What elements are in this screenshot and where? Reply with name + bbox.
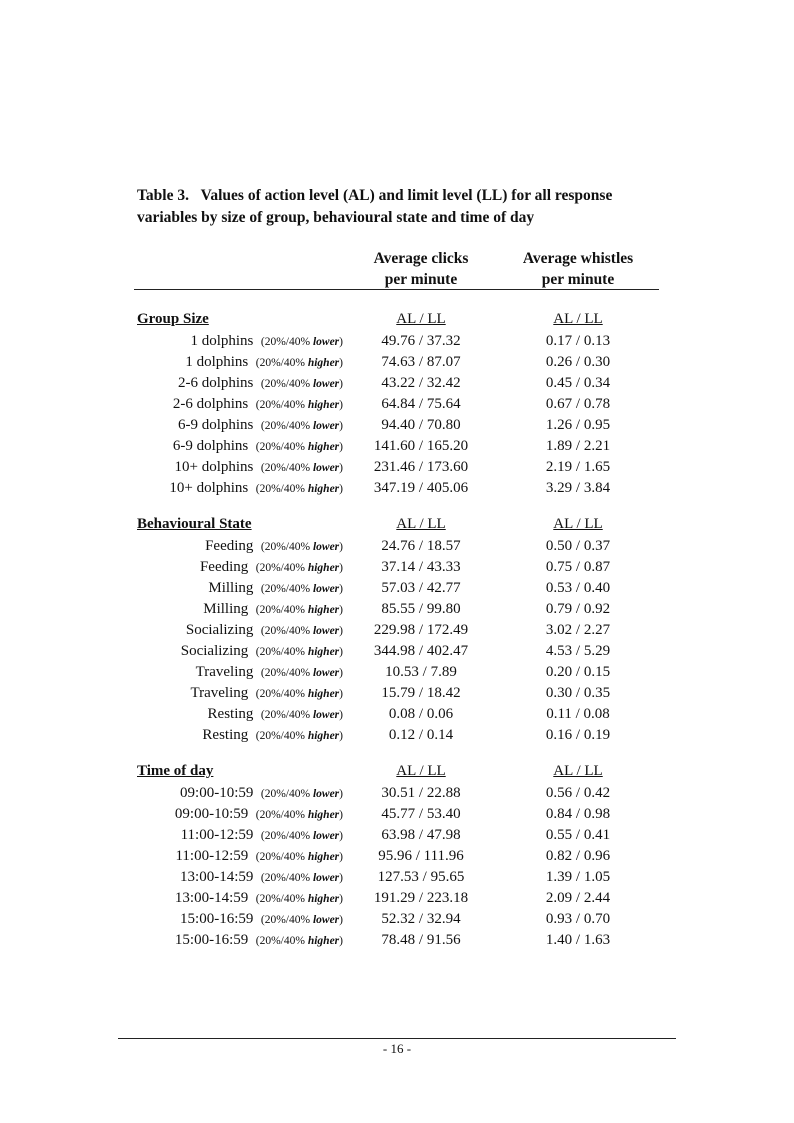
row-label-qualifier [256,646,343,658]
table-row [0,459,794,479]
clicks-value: 63.98 / 47.98 [381,827,461,843]
table-title: Values of action level (AL) and limit level (LL) for all response variables by size of group, behavioural state and time of day [137,187,613,226]
row-label-text: 11:00-12:59 [175,848,249,864]
row-label-qualifier [256,688,343,700]
qualifier-close: ) [339,562,343,574]
row-label-qualifier [261,462,343,474]
table-row [0,664,794,684]
whistles-value: 0.16 / 0.19 [545,727,611,743]
qualifier-text: (20%/40% [255,646,308,658]
qualifier-direction: higher [307,851,340,863]
row-label [178,417,343,434]
row-label-qualifier [261,667,343,679]
whistles-value: 0.84 / 0.98 [545,806,611,822]
clicks-value: 24.76 / 18.57 [381,538,461,554]
qualifier-direction: lower [312,625,340,637]
clicks-value: 57.03 / 42.77 [381,580,461,596]
qualifier-close: ) [339,378,343,390]
table-row [0,827,794,847]
section-header [0,311,794,331]
clicks-value: 37.14 / 43.33 [381,559,461,575]
clicks-value: 43.22 / 32.42 [381,375,461,391]
clicks-value: 0.12 / 0.14 [388,727,454,743]
qualifier-direction: higher [307,809,340,821]
qualifier-direction: lower [312,378,340,390]
qualifier-text: (20%/40% [260,336,313,348]
qualifier-close: ) [339,541,343,553]
column-header-clicks-line1: Average clicks [373,250,469,267]
qualifier-direction: lower [312,541,340,553]
row-label-qualifier [256,730,343,742]
row-label-text: Feeding [199,559,249,575]
row-label-text: 2-6 dolphins [177,375,254,391]
table-row [0,601,794,621]
whistles-value: 0.50 / 0.37 [545,538,611,554]
table-row [0,932,794,952]
row-label-qualifier [256,604,343,616]
qualifier-close: ) [339,462,343,474]
qualifier-text: (20%/40% [255,730,308,742]
row-label-text: Traveling [195,664,254,680]
row-label-text: 1 dolphins [190,333,254,349]
qualifier-text: (20%/40% [260,914,313,926]
header-rule [134,289,659,290]
row-label [208,706,343,723]
whistles-value: 0.55 / 0.41 [545,827,611,843]
whistles-value: 2.09 / 2.44 [545,890,611,906]
row-label-qualifier [261,583,343,595]
row-label-qualifier [261,420,343,432]
qualifier-text: (20%/40% [255,893,308,905]
table-caption [137,185,657,229]
row-label [175,890,343,907]
table-row [0,806,794,826]
row-label [181,827,343,844]
row-label [205,538,343,555]
clicks-value: 64.84 / 75.64 [381,396,461,412]
qualifier-text: (20%/40% [260,872,313,884]
table-row [0,559,794,579]
qualifier-close: ) [339,399,343,411]
clicks-value: 49.76 / 37.32 [381,333,461,349]
row-label-text: Milling [208,580,254,596]
qualifier-close: ) [339,357,343,369]
qualifier-close: ) [339,709,343,721]
qualifier-close: ) [339,688,343,700]
row-label [173,438,343,455]
column-header-whistles-line2: per minute [541,271,615,288]
column-header-whistles-line1: Average whistles [522,250,634,267]
row-label-text: 13:00-14:59 [180,869,254,885]
row-label-qualifier [256,441,343,453]
qualifier-close: ) [339,851,343,863]
qualifier-close: ) [339,646,343,658]
row-label [180,785,343,802]
whistles-value: 0.79 / 0.92 [545,601,611,617]
row-label [185,354,343,371]
qualifier-text: (20%/40% [260,788,313,800]
table-row [0,869,794,889]
row-label-qualifier [261,541,343,553]
qualifier-close: ) [339,604,343,616]
clicks-value: 344.98 / 402.47 [373,643,469,659]
clicks-value: 15.79 / 18.42 [381,685,461,701]
whistles-subheader: AL / LL [553,763,603,779]
qualifier-direction: lower [312,709,340,721]
clicks-value: 141.60 / 165.20 [373,438,469,454]
row-label-text: 6-9 dolphins [177,417,254,433]
row-label-text: Resting [202,727,249,743]
row-label-qualifier [261,709,343,721]
row-label-qualifier [261,914,343,926]
qualifier-close: ) [339,420,343,432]
table-row [0,890,794,910]
table-row [0,622,794,642]
whistles-value: 0.26 / 0.30 [545,354,611,370]
row-label [175,848,343,865]
table-row [0,685,794,705]
whistles-value: 0.20 / 0.15 [545,664,611,680]
qualifier-text: (20%/40% [260,667,313,679]
row-label-text: Socializing [180,643,249,659]
row-label [175,932,343,949]
qualifier-close: ) [339,788,343,800]
clicks-value: 30.51 / 22.88 [381,785,461,801]
whistles-subheader: AL / LL [553,311,603,327]
row-label-qualifier [256,399,343,411]
qualifier-direction: higher [307,357,340,369]
clicks-value: 85.55 / 99.80 [381,601,461,617]
row-label [178,375,343,392]
whistles-value: 0.93 / 0.70 [545,911,611,927]
qualifier-direction: higher [307,935,340,947]
row-label-qualifier [256,483,343,495]
qualifier-text: (20%/40% [260,378,313,390]
clicks-value: 191.29 / 223.18 [373,890,469,906]
table-row [0,375,794,395]
whistles-value: 1.40 / 1.63 [545,932,611,948]
whistles-value: 0.82 / 0.96 [545,848,611,864]
qualifier-text: (20%/40% [260,830,313,842]
qualifier-direction: higher [307,730,340,742]
table-row [0,417,794,437]
row-label-qualifier [256,935,343,947]
row-label-qualifier [261,378,343,390]
whistles-value: 1.39 / 1.05 [545,869,611,885]
row-label-qualifier [261,872,343,884]
qualifier-text: (20%/40% [255,357,308,369]
row-label-qualifier [256,357,343,369]
row-label-text: Traveling [190,685,249,701]
row-label-qualifier [256,893,343,905]
row-label [180,911,343,928]
row-label-text: 11:00-12:59 [180,827,254,843]
row-label-qualifier [261,788,343,800]
whistles-value: 0.30 / 0.35 [545,685,611,701]
qualifier-direction: lower [312,872,340,884]
clicks-value: 45.77 / 53.40 [381,806,461,822]
table-number: Table 3. [137,187,189,204]
qualifier-direction: higher [307,688,340,700]
whistles-value: 0.11 / 0.08 [546,706,610,722]
qualifier-direction: higher [307,483,340,495]
qualifier-text: (20%/40% [255,441,308,453]
qualifier-text: (20%/40% [260,625,313,637]
whistles-value: 0.17 / 0.13 [545,333,611,349]
table-row [0,727,794,747]
qualifier-close: ) [339,625,343,637]
clicks-subheader: AL / LL [396,516,446,532]
qualifier-close: ) [339,583,343,595]
row-label [208,580,343,597]
clicks-value: 78.48 / 91.56 [381,932,461,948]
clicks-value: 52.32 / 32.94 [381,911,461,927]
qualifier-text: (20%/40% [260,541,313,553]
table-row [0,538,794,558]
row-label [190,333,343,350]
row-label [200,559,343,576]
footer-rule [118,1038,676,1039]
column-header-clicks-line2: per minute [384,271,458,288]
row-label [202,727,343,744]
section-header [0,516,794,536]
qualifier-text: (20%/40% [260,462,313,474]
row-label-text: 1 dolphins [185,354,249,370]
qualifier-close: ) [339,483,343,495]
clicks-value: 94.40 / 70.80 [381,417,461,433]
row-label-qualifier [256,851,343,863]
whistles-value: 1.26 / 0.95 [545,417,611,433]
qualifier-text: (20%/40% [260,709,313,721]
whistles-value: 0.67 / 0.78 [545,396,611,412]
whistles-value: 0.53 / 0.40 [545,580,611,596]
qualifier-text: (20%/40% [255,399,308,411]
row-label [181,643,343,660]
whistles-value: 4.53 / 5.29 [545,643,611,659]
table-row [0,354,794,374]
row-label-text: 2-6 dolphins [172,396,249,412]
section-title: Group Size [137,311,209,327]
row-label-text: 13:00-14:59 [174,890,249,906]
row-label [175,806,343,823]
row-label-text: 09:00-10:59 [174,806,249,822]
qualifier-direction: higher [307,646,340,658]
row-label [190,685,343,702]
row-label-text: 10+ dolphins [174,459,254,475]
qualifier-text: (20%/40% [255,604,308,616]
clicks-subheader: AL / LL [396,763,446,779]
row-label [175,459,344,476]
table-row [0,643,794,663]
row-label-text: Resting [207,706,254,722]
qualifier-close: ) [339,872,343,884]
table-row [0,848,794,868]
row-label-text: 6-9 dolphins [172,438,249,454]
row-label-text: Feeding [205,538,254,554]
row-label-text: 15:00-16:59 [180,911,254,927]
qualifier-close: ) [339,935,343,947]
whistles-subheader: AL / LL [553,516,603,532]
qualifier-direction: lower [312,788,340,800]
qualifier-direction: lower [312,667,340,679]
clicks-value: 95.96 / 111.96 [378,848,464,864]
page-number: - 16 - [382,1041,412,1056]
row-label [180,869,343,886]
table-row [0,785,794,805]
qualifier-direction: lower [312,420,340,432]
row-label-qualifier [256,562,343,574]
row-label [186,622,343,639]
qualifier-direction: higher [307,562,340,574]
clicks-value: 0.08 / 0.06 [388,706,454,722]
row-label-text: Socializing [185,622,254,638]
row-label-qualifier [261,830,343,842]
qualifier-close: ) [339,441,343,453]
whistles-value: 3.02 / 2.27 [545,622,611,638]
table-row [0,580,794,600]
table-row [0,911,794,931]
qualifier-close: ) [339,336,343,348]
qualifier-text: (20%/40% [255,851,308,863]
table-row [0,706,794,726]
table-row [0,396,794,416]
clicks-value: 74.63 / 87.07 [381,354,461,370]
table-row [0,438,794,458]
qualifier-close: ) [339,730,343,742]
qualifier-text: (20%/40% [255,688,308,700]
qualifier-direction: higher [307,893,340,905]
row-label-text: 10+ dolphins [169,480,249,496]
qualifier-direction: higher [307,604,340,616]
section-title: Time of day [137,763,214,779]
table-row [0,333,794,353]
row-label-text: Milling [203,601,249,617]
qualifier-direction: lower [312,462,340,474]
qualifier-close: ) [339,893,343,905]
clicks-value: 229.98 / 172.49 [373,622,469,638]
qualifier-close: ) [339,667,343,679]
row-label-qualifier [256,809,343,821]
column-header-clicks [351,248,491,290]
table-row [0,480,794,500]
whistles-value: 1.89 / 2.21 [545,438,611,454]
row-label [203,601,343,618]
row-label-text: 15:00-16:59 [174,932,249,948]
qualifier-direction: lower [312,583,340,595]
qualifier-text: (20%/40% [260,583,313,595]
qualifier-direction: higher [307,441,340,453]
qualifier-close: ) [339,914,343,926]
qualifier-direction: lower [312,830,340,842]
clicks-value: 231.46 / 173.60 [373,459,469,475]
qualifier-close: ) [339,809,343,821]
qualifier-direction: higher [307,399,340,411]
clicks-subheader: AL / LL [396,311,446,327]
qualifier-text: (20%/40% [255,483,308,495]
row-label [173,396,343,413]
qualifier-close: ) [339,830,343,842]
clicks-value: 347.19 / 405.06 [373,480,469,496]
whistles-value: 2.19 / 1.65 [545,459,611,475]
whistles-value: 0.56 / 0.42 [545,785,611,801]
section-title: Behavioural State [137,516,252,532]
column-header-whistles [503,248,653,290]
qualifier-text: (20%/40% [255,809,308,821]
qualifier-direction: lower [312,336,340,348]
row-label [169,480,343,497]
clicks-value: 127.53 / 95.65 [377,869,465,885]
row-label-qualifier [261,336,343,348]
clicks-value: 10.53 / 7.89 [385,664,457,680]
whistles-value: 0.45 / 0.34 [545,375,611,391]
qualifier-text: (20%/40% [260,420,313,432]
qualifier-text: (20%/40% [255,935,308,947]
qualifier-direction: lower [312,914,340,926]
qualifier-text: (20%/40% [255,562,308,574]
whistles-value: 0.75 / 0.87 [545,559,611,575]
row-label-text: 09:00-10:59 [180,785,254,801]
section-header [0,763,794,783]
whistles-value: 3.29 / 3.84 [545,480,611,496]
row-label-qualifier [261,625,343,637]
row-label [196,664,343,681]
